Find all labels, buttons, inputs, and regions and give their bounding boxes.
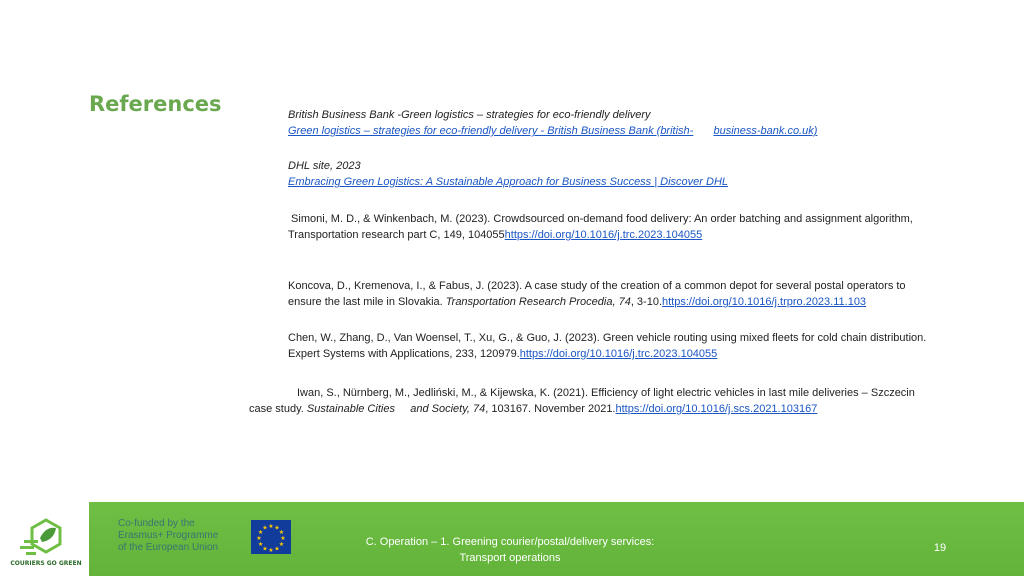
page-title: References bbox=[89, 92, 222, 116]
reference-link[interactable]: https://doi.org/10.1016/j.trpro.2023.11.103 bbox=[662, 296, 867, 308]
footer-caption-line: C. Operation – 1. Greening courier/postal/delivery services: bbox=[365, 536, 655, 548]
erasmus-line: of the European Union bbox=[118, 542, 219, 553]
reference-text: Koncova, D., Kremenova, I., & Fabus, J. (2023). A case study of the creation of a common depot for several postal operators to bbox=[288, 280, 906, 292]
svg-text:★: ★ bbox=[268, 523, 274, 530]
couriers-go-green-logo bbox=[10, 516, 82, 574]
reference-item bbox=[288, 330, 926, 362]
svg-text:★: ★ bbox=[274, 545, 280, 553]
reference-link[interactable]: Embracing Green Logistics: A Sustainable Approach for Business Success | Discover DHL bbox=[288, 176, 728, 188]
reference-journal: Transportation Research Procedia, 74 bbox=[445, 296, 631, 308]
reference-link[interactable]: https://doi.org/10.1016/j.trc.2023.104055 bbox=[519, 348, 718, 360]
reference-text: Chen, W., Zhang, D., Van Woensel, T., Xu, G., & Guo, J. (2023). Green vehicle routing using mixed fleets for cold chain distribution. bbox=[288, 332, 927, 344]
reference-text: , 3-10. bbox=[630, 296, 662, 308]
reference-item bbox=[288, 158, 728, 190]
reference-link[interactable]: https://doi.org/10.1016/j.trc.2023.104055 bbox=[504, 229, 703, 241]
footer-caption-line: Transport operations bbox=[459, 552, 561, 564]
eu-flag-icon bbox=[251, 520, 291, 554]
erasmus-line: Co-funded by the bbox=[118, 518, 195, 529]
erasmus-text bbox=[118, 518, 238, 554]
reference-link[interactable]: https://doi.org/10.1016/j.scs.2021.103167 bbox=[615, 403, 818, 415]
reference-text: case study. bbox=[249, 403, 307, 415]
logo-text: COURIERS GO GREEN bbox=[10, 560, 82, 567]
reference-item bbox=[288, 211, 913, 243]
reference-journal: Sustainable Cities and Society, 74 bbox=[306, 403, 486, 415]
erasmus-line: Erasmus+ Programme bbox=[118, 530, 219, 541]
reference-text: British Business Bank -Green logistics – strategies for eco-friendly delivery bbox=[288, 109, 651, 121]
reference-item bbox=[249, 385, 915, 417]
footer-caption bbox=[340, 534, 680, 566]
page-number: 19 bbox=[933, 542, 947, 554]
svg-text:★: ★ bbox=[262, 545, 268, 553]
svg-text:★: ★ bbox=[262, 524, 268, 532]
reference-item bbox=[288, 107, 817, 139]
truck-leaf-icon bbox=[10, 516, 82, 560]
reference-link[interactable]: business-bank.co.uk) bbox=[713, 125, 818, 137]
svg-text:★: ★ bbox=[257, 529, 264, 536]
reference-text: Transportation research part C, 149, 104055 bbox=[288, 229, 505, 241]
svg-text:★: ★ bbox=[257, 541, 264, 548]
footer-band bbox=[89, 502, 1024, 576]
svg-text:★: ★ bbox=[256, 535, 262, 542]
reference-link[interactable]: Green logistics – strategies for eco-friendly delivery - British Business Bank (british- bbox=[288, 125, 694, 137]
reference-text: ensure the last mile in Slovakia. bbox=[288, 296, 446, 308]
reference-text: Expert Systems with Applications, 233, 120979. bbox=[288, 348, 520, 360]
reference-text: Simoni, M. D., & Winkenbach, M. (2023). Crowdsourced on-demand food delivery: An order batching and assignment algorithm, bbox=[288, 213, 913, 225]
svg-text:★: ★ bbox=[278, 529, 285, 536]
svg-text:★: ★ bbox=[274, 524, 280, 532]
reference-item bbox=[288, 278, 906, 310]
reference-text: , 103167. November 2021. bbox=[485, 403, 616, 415]
reference-text: Iwan, S., Nürnberg, M., Jedliński, M., & Kijewska, K. (2021). Efficiency of light electric vehicles in last mile deliveries – Szczecin bbox=[297, 387, 915, 399]
svg-text:★: ★ bbox=[280, 535, 286, 542]
reference-text: DHL site, 2023 bbox=[288, 160, 361, 172]
svg-text:★: ★ bbox=[268, 547, 274, 554]
svg-text:★: ★ bbox=[278, 541, 285, 548]
footer bbox=[0, 502, 1024, 576]
